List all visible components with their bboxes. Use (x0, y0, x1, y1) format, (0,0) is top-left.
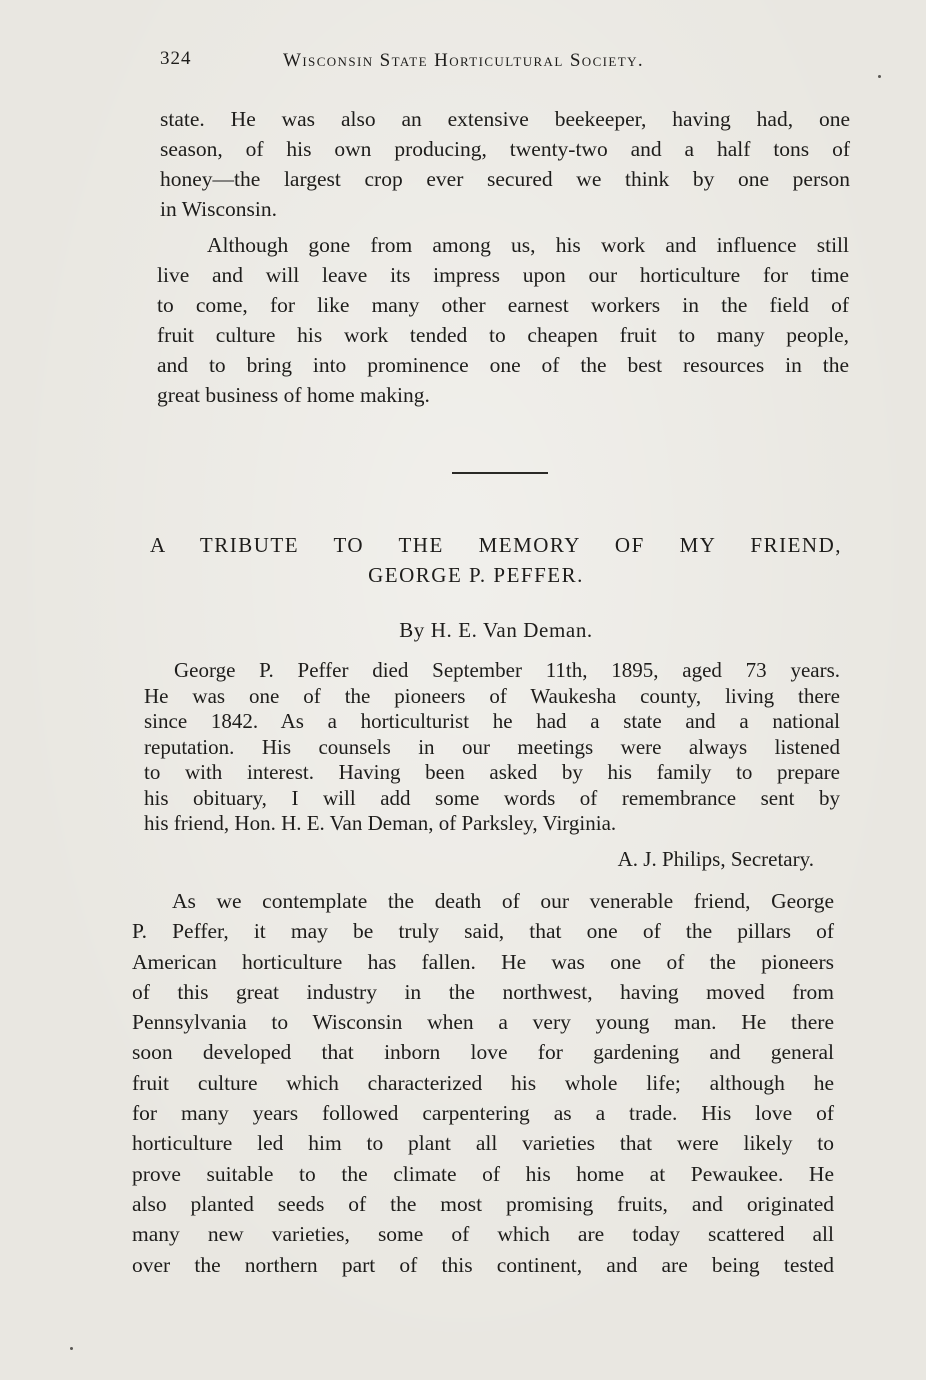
text-line: to with interest. Having been asked by his family to prepare (144, 760, 840, 784)
text-line: Although gone from among us, his work and influence still (207, 233, 849, 257)
text-line: American horticulture has fallen. He was one of the pioneers (132, 949, 834, 974)
text-line: great business of home making. (157, 383, 430, 407)
paragraph-tribute (132, 886, 834, 1280)
article-byline: By H. E. Van Deman. (399, 618, 593, 642)
text-line: Pennsylvania to Wisconsin when a very young man. He there (132, 1010, 834, 1035)
text-line: also planted seeds of the most promising fruits, and originated (132, 1191, 834, 1216)
text-line: of this great industry in the northwest, having moved from (132, 979, 834, 1004)
text-line: soon developed that inborn love for gardening and general (132, 1040, 834, 1065)
text-line: since 1842. As a horticulturist he had a state and a national (144, 709, 840, 733)
text-line: over the northern part of this continent, and are being tested (132, 1252, 834, 1277)
text-line: and to bring into prominence one of the best resources in the (157, 353, 849, 377)
running-head (160, 48, 760, 78)
paragraph-legacy (157, 230, 849, 410)
text-line: prove suitable to the climate of his home at Pewaukee. He (132, 1161, 834, 1186)
article-title (150, 530, 842, 590)
text-line: George P. Peffer died September 11th, 1895, aged 73 years. (174, 658, 840, 682)
page-number: 324 (160, 48, 192, 69)
text-line: As we contemplate the death of our venerable friend, George (172, 889, 834, 913)
journal-title: Wisconsin State Horticultural Society. (283, 50, 645, 71)
text-line: fruit culture which characterized his whole life; although he (132, 1070, 834, 1095)
article-title-line: GEORGE P. PEFFER. (368, 563, 584, 587)
paragraph-introduction (144, 658, 840, 837)
text-line: season, of his own producing, twenty-two and a half tons of (160, 137, 850, 161)
text-line: reputation. His counsels in our meetings were always listened (144, 734, 840, 759)
text-line: live and will leave its impress upon our horticulture for time (157, 263, 849, 287)
text-line: state. He was also an extensive beekeeper, having had, one (160, 107, 850, 131)
text-line: for many years followed carpentering as a trade. His love of (132, 1101, 834, 1126)
text-line: horticulture led him to plant all varieties that were likely to (132, 1131, 834, 1156)
text-line: He was one of the pioneers of Waukesha county, living there (144, 683, 840, 708)
text-line: P. Peffer, it may be truly said, that one of the pillars of (132, 919, 834, 944)
secretary-signature: A. J. Philips, Secretary. (617, 847, 814, 871)
text-line: honey—the largest crop ever secured we think by one person (160, 167, 850, 191)
text-line: to come, for like many other earnest workers in the field of (157, 293, 849, 317)
text-line: in Wisconsin. (160, 197, 277, 221)
article-title-line: A TRIBUTE TO THE MEMORY OF MY FRIEND, (150, 533, 842, 557)
text-line: his friend, Hon. H. E. Van Deman, of Parksley, Virginia. (144, 811, 617, 835)
text-line: his obituary, I will add some words of remembrance sent by (144, 785, 840, 810)
text-line: many new varieties, some of which are today scattered all (132, 1222, 834, 1247)
text-line: fruit culture his work tended to cheapen fruit to many people, (157, 323, 849, 347)
paper-speck (878, 75, 881, 78)
paragraph-continuation (160, 104, 850, 224)
paper-speck (70, 1347, 73, 1350)
section-divider (452, 472, 548, 474)
